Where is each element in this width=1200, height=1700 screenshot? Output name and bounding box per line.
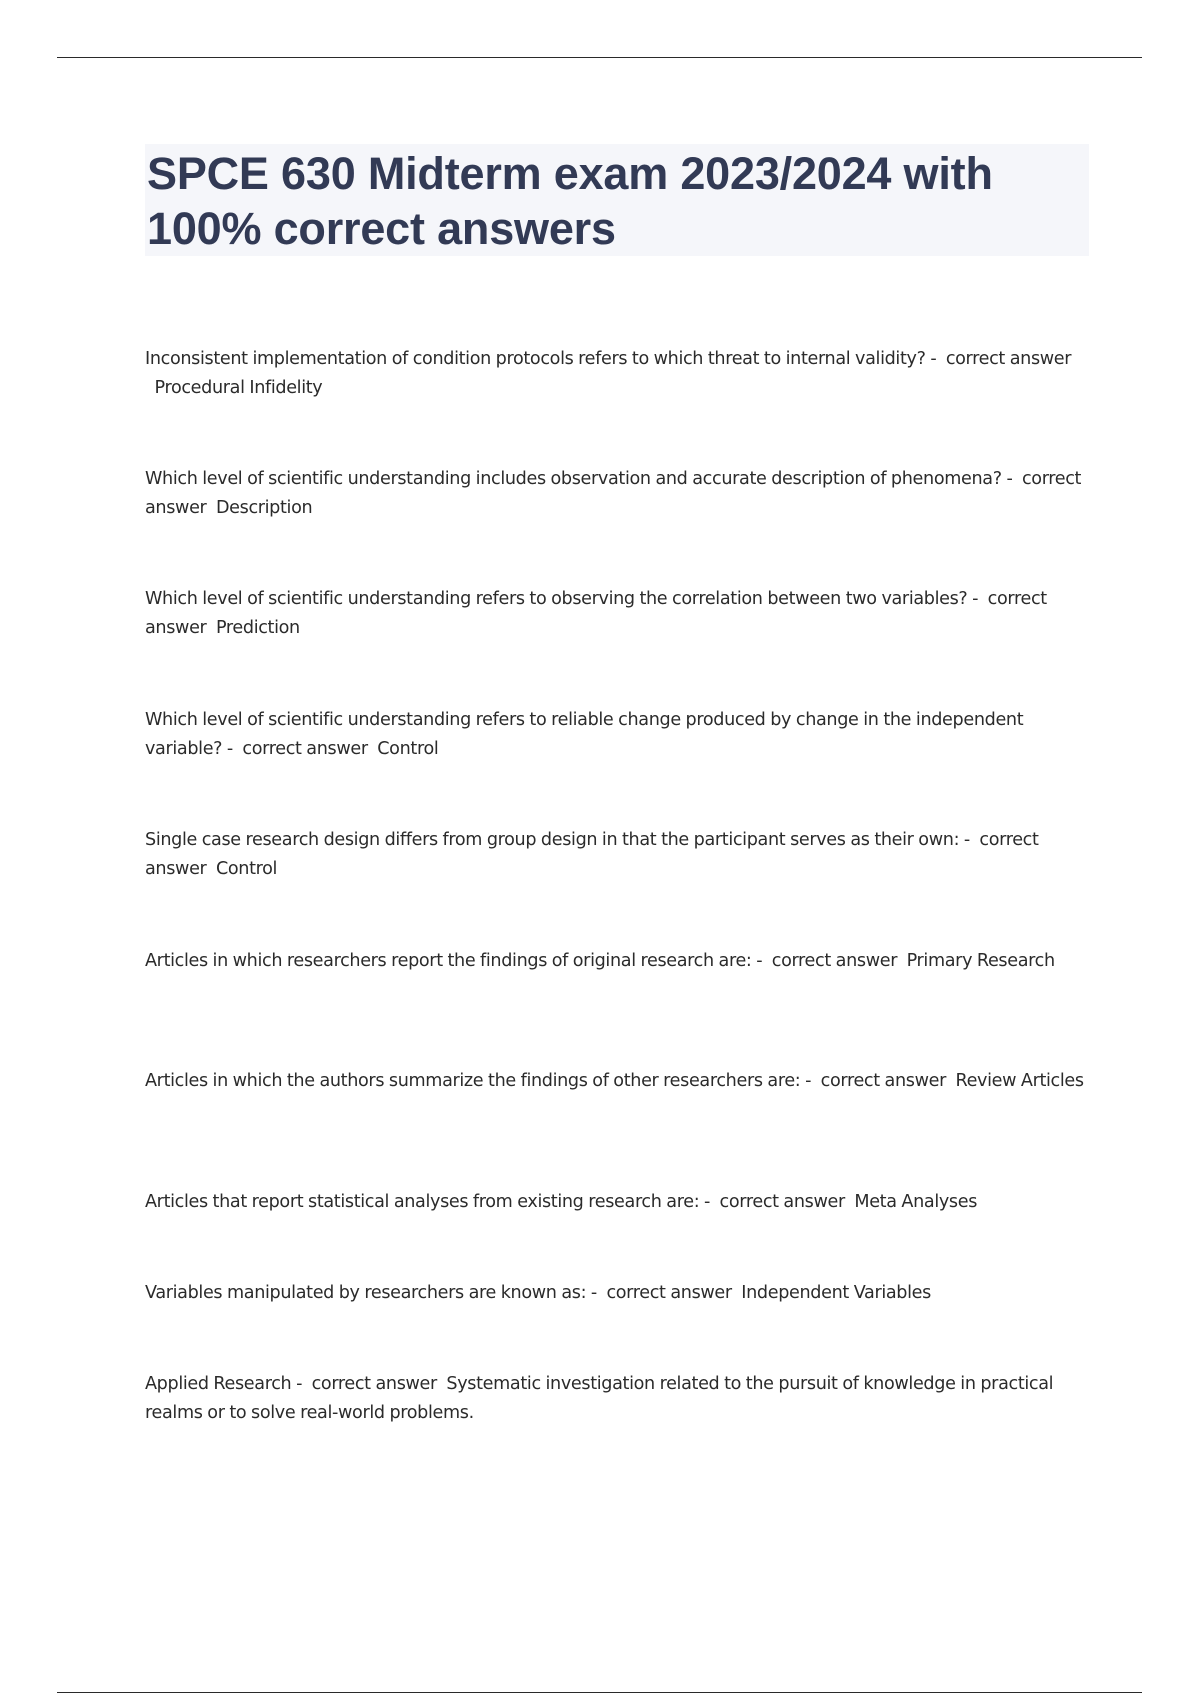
qa-item: [145, 585, 1090, 643]
question-text: Inconsistent implementation of condition protocols refers to which threat to internal validity? -: [145, 349, 937, 369]
question-text: Variables manipulated by researchers are known as: -: [145, 1283, 597, 1303]
qa-item: [145, 465, 1090, 523]
qa-item: [145, 345, 1090, 403]
answer-marker: correct answer: [145, 830, 1039, 879]
answer-marker: correct answer: [606, 1283, 732, 1303]
answer-text: Control: [215, 859, 278, 879]
page-title: SPCE 630 Midterm exam 2023/2024 with 100% correct answers: [147, 148, 993, 254]
answer-text: Procedural Infidelity: [154, 378, 323, 398]
answer-text: Control: [377, 739, 439, 759]
answer-text: Description: [215, 498, 313, 518]
qa-item: [145, 706, 1090, 764]
answer-marker: correct answer: [242, 739, 368, 759]
answer-marker: correct answer: [145, 589, 1047, 638]
qa-item: [145, 826, 1090, 884]
question-text: Applied Research -: [145, 1374, 303, 1394]
answer-marker: correct answer: [820, 1071, 946, 1091]
qa-item: [145, 1279, 1090, 1308]
answer-marker: correct answer: [311, 1374, 437, 1394]
qa-item: [145, 1067, 1090, 1096]
answer-marker: correct answer: [145, 469, 1082, 518]
question-text: Articles in which researchers report the findings of original research are: -: [145, 951, 763, 971]
question-text: Articles that report statistical analyses from existing research are: -: [145, 1192, 711, 1212]
answer-text: Independent Variables: [741, 1283, 931, 1303]
title-block: [145, 144, 1089, 256]
question-text: Single case research design differs from group design in that the participant serves as their own: -: [145, 830, 970, 850]
answer-marker: correct answer: [719, 1192, 845, 1212]
answer-marker: correct answer: [771, 951, 898, 971]
question-text: Articles in which the authors summarize the findings of other researchers are: -: [145, 1071, 812, 1091]
answer-text: Prediction: [215, 618, 300, 638]
qa-item: [145, 1370, 1090, 1428]
qa-item: [145, 1188, 1090, 1217]
question-text: Which level of scientific understanding includes observation and accurate description of phenomena? -: [145, 469, 1013, 489]
answer-text: Primary Research: [906, 951, 1055, 971]
top-rule: [57, 57, 1142, 58]
qa-item: [145, 947, 1090, 976]
bottom-rule: [57, 1692, 1142, 1693]
answer-text: Meta Analyses: [854, 1192, 978, 1212]
answer-text: Systematic investigation related to the pursuit of knowledge in practical realms or to solve real-world problems.: [145, 1374, 1054, 1423]
answer-marker: correct answer: [945, 349, 1072, 369]
question-text: Which level of scientific understanding refers to observing the correlation between two variables? -: [145, 589, 979, 609]
question-text: Which level of scientific understanding refers to reliable change produced by change in the independent variable? -: [145, 710, 1024, 759]
answer-text: Review Articles: [955, 1071, 1084, 1091]
